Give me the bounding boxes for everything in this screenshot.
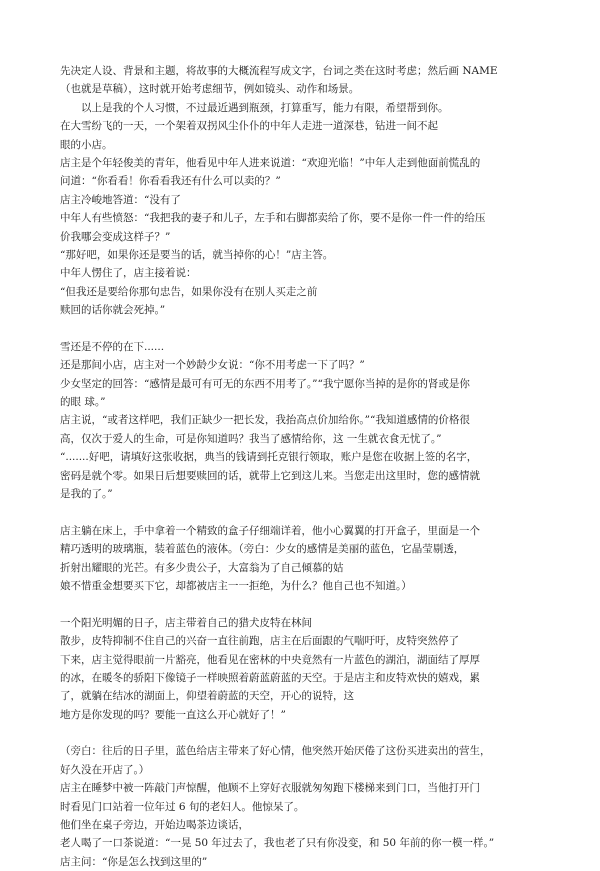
text-line: 精巧透明的玻璃瓶，装着蓝色的液体。（旁白：少女的感情是美丽的蓝色，它晶莹剔透， [60, 543, 465, 556]
text-line: 店主说，“或者这样吧，我们正缺少一把长发，我抬高点价加给你。”“我知道感情的价格很 [60, 414, 470, 427]
text-line: 散步，皮特抑制不住自己的兴奋一直往前跑，店主在后面跟的气喘吁吁，皮特突然停了 [60, 635, 459, 648]
text-line: 以上是我的个人习惯，不过最近遇到瓶颈，打算重写，能力有限，希望帮到你。 [81, 101, 449, 114]
text-line: （旁白：往后的日子里，蓝色给店主带来了好心情，他突然开始厌倦了这份买进卖出的营生， [60, 745, 491, 758]
text-line: 先决定人设、背景和主题，将故事的大概流程写成文字，台词之类在这时考虑；然后画 NAME [60, 65, 498, 77]
text-line: 折射出耀眼的光芒。有多少贵公子，大富翁为了自己倾慕的姑 [60, 561, 344, 574]
text-line: 还是那间小店，店主对一个妙龄少女说：“你不用考虑一下了吗？” [60, 359, 365, 372]
text-line: 娘不惜重金想要买下它，却都被店主一一拒绝，为什么？他自己也不知道。） [60, 579, 412, 592]
text-line: 店主躺在床上，手中拿着一个精致的盒子仔细端详着，他小心翼翼的打开盒子，里面是一个 [60, 524, 480, 537]
text-line: 问道：“你看看！你看看我还有什么可以卖的？” [60, 175, 281, 188]
text-line: 赎回的话你就会死掉。” [60, 304, 166, 317]
text-line: 在大雪纷飞的一天，一个架着双拐风尘仆仆的中年人走进一道深巷，钻进一间不起 [60, 120, 438, 133]
text-line: 中年人愣住了，店主接着说： [60, 267, 197, 280]
text-line: 是我的了。” [60, 487, 113, 500]
document-page [60, 62, 544, 871]
text-line: 少女坚定的回答：“感情是最可有可无的东西不用考了。”“我宁愿你当掉的是你的肾或是你 [60, 377, 470, 390]
paragraph-gap [60, 503, 544, 521]
text-line: 眼的小店。 [60, 138, 113, 151]
text-line: 雪还是不停的在下...... [60, 340, 165, 353]
paragraph-gap [60, 319, 544, 337]
paragraph-gap [60, 724, 544, 742]
text-line: 地方是你发现的吗？要能一直这么开心就好了！” [60, 708, 286, 721]
text-line: “那好吧，如果你还是要当的话，就当掉你的心！”店主答。 [60, 248, 334, 261]
text-line: 时看见门口站着一位年过 6 旬的老妇人。他惊呆了。 [60, 800, 305, 813]
text-line: “.......好吧，请填好这张收据，典当的钱请到托克银行领取，账户是您在收据上签的名字， [60, 451, 478, 464]
text-line: 店主问：“你是怎么找到这里的” [60, 855, 208, 868]
text-line: “但我还是要给你那句忠告，如果你没有在别人买走之前 [60, 285, 318, 298]
text-line: 好久没在开店了。） [60, 763, 150, 776]
text-line: 店主是个年轻俊美的青年，他看见中年人进来说道：“欢迎光临！”中年人走到他面前慌乱的 [60, 156, 481, 169]
text-line: 密码是就个零。如果日后想要赎回的话，就带上它到这儿来。当您走出这里时，您的感情就 [60, 469, 480, 482]
paragraph-gap [60, 595, 544, 613]
text-line: 的眼 球。” [60, 396, 106, 409]
text-line: 老人喝了一口茶说道：“一晃 50 年过去了，我也老了只有你没变，和 50 年前的你一模一样。” [60, 837, 495, 850]
text-line: 高，仅次于爱人的生命，可是你知道吗？我当了感情给你，这 一生就衣食无忧了。” [60, 432, 442, 445]
text-line: 了，就躺在结冰的湖面上，仰望着蔚蓝的天空，开心的说特，这 [60, 690, 354, 703]
text-line: 他们坐在桌子旁边，开始边喝茶边谈话， [60, 819, 249, 832]
text-line: 一个阳光明媚的日子，店主带着自己的猎犬皮特在林间 [60, 616, 312, 629]
text-line: （也就是草稿），这时就开始考虑细节，例如镜头、动作和场景。 [60, 83, 360, 96]
text-line: 中年人有些愤怒：“我把我的妻子和儿子，左手和右脚都卖给了你，要不是你一件一件的给压 [60, 212, 486, 225]
text-line: 的冰，在暖冬的骄阳下像镜子一样映照着蔚蓝蔚蓝的天空。于是店主和皮特欢快的嬉戏，累 [60, 671, 480, 684]
text-line: 店主在睡梦中被一阵敲门声惊醒，他顾不上穿好衣服就匆匆跑下楼梯来到门口，当他打开门 [60, 782, 480, 795]
text-line: 价我哪会变成这样子？” [60, 230, 171, 243]
text-line: 下来，店主觉得眼前一片豁亮，他看见在密林的中央竟然有一片蓝色的湖泊，湖面结了厚厚 [60, 653, 480, 666]
text-line: 店主冷峻地答道：“没有了 [60, 193, 181, 206]
